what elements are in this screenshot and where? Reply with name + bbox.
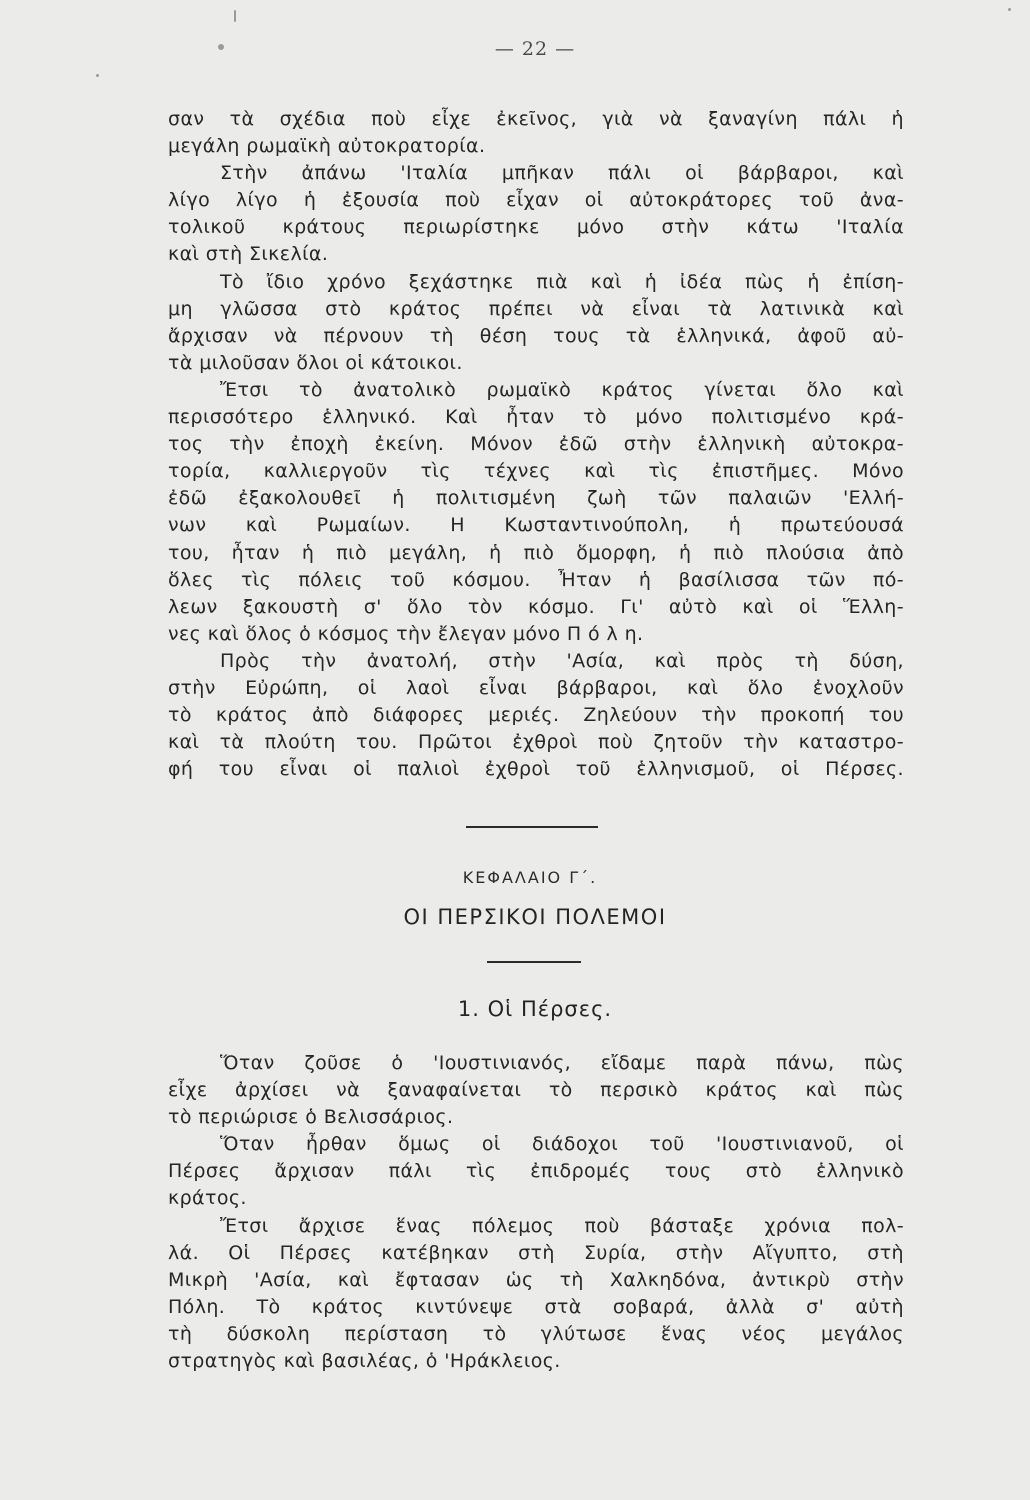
text-line: καὶ τὰ πλούτη του. Πρῶτοι ἐχθροὶ ποὺ ζητοῦν τὴν καταστρο- [168,731,904,754]
text-line: Ὅταν ἦρθαν ὅμως οἱ διάδοχοι τοῦ 'Ιουστινιανοῦ, οἱ [220,1133,904,1156]
text-line: μη γλῶσσα στὸ κράτος πρέπει νὰ εἶναι τὰ λατινικὰ καὶ [168,297,904,320]
text-line: μεγάλη ρωμαϊκὴ αὐτοκρατορία. [168,135,486,158]
ink-speck [96,74,99,77]
text-line: ἐδῶ ἐξακολουθεῖ ἡ πολιτισμένη ζωὴ τῶν παλαιῶν 'Ελλή- [168,487,904,510]
text-line: στὴν Εὐρώπη, οἱ λαοὶ εἶναι βάρβαροι, καὶ ὅλο ἐνοχλοῦν [168,676,904,699]
text-line: φή του εἶναι οἱ παλιοὶ ἐχθροὶ τοῦ ἑλληνισμοῦ, οἱ Πέρσες. [168,758,904,781]
text-line: εἶχε ἀρχίσει νὰ ξαναφαίνεται τὸ περσικὸ κράτος καὶ πὼς [168,1079,904,1102]
text-line: περισσότερο ἑλληνικό. Καὶ ἦταν τὸ μόνο πολιτισμένο κρά- [168,406,904,429]
text-line: Ἔτσι τὸ ἀνατολικὸ ρωμαϊκὸ κράτος γίνεται ὅλο καὶ [220,378,904,401]
text-line: στρατηγὸς καὶ βασιλέας, ὁ 'Ηράκλειος. [168,1350,561,1373]
section-title: 1. Οἱ Πέρσες. [457,997,613,1021]
chapter-label: ΚΕΦΑΛΑΙΟ Γ΄. [462,868,598,887]
chapter-title: ΟΙ ΠΕΡΣΙΚΟΙ ΠΟΛΕΜΟΙ [403,905,667,929]
text-line: Στὴν ἀπάνω 'Ιταλία μπῆκαν πάλι οἱ βάρβαροι, καὶ [220,162,904,185]
text-line: τὸ περιώρισε ὁ Βελισσάριος. [168,1106,454,1129]
text-line: λά. Οἱ Πέρσες κατέβηκαν στὴ Συρία, στὴν Αἴγυπτο, στὴ [168,1241,904,1264]
text-line: νων καὶ Ρωμαίων. Η Κωσταντινούπολη, ἡ πρωτεύουσά [168,514,904,537]
ink-speck [1008,8,1011,11]
text-line: νες καὶ ὅλος ὁ κόσμος τὴν ἔλεγαν μόνο Π ό λ η. [168,622,644,645]
section-divider [466,826,598,828]
text-line: Ὅταν ζοῦσε ὁ 'Ιουστινιανός, εἴδαμε παρὰ πάνω, πὼς [220,1052,904,1074]
text-line: κράτος. [168,1187,247,1210]
page-number: — 22 — [494,38,576,60]
body-text-bottom [168,1050,904,1375]
text-line: τολικοῦ κράτους περιωρίστηκε μόνο στὴν κάτω 'Ιταλία [168,216,904,239]
ink-speck [218,44,224,50]
text-line: τος τὴν ἐποχὴ ἐκείνη. Μόνον ἐδῶ στὴν ἑλληνικὴ αὐτοκρα- [168,433,904,456]
text-line: καὶ στὴ Σικελία. [168,243,329,266]
text-line: Τὸ ἴδιο χρόνο ξεχάστηκε πιὰ καὶ ἡ ἰδέα πὼς ἡ ἐπίση- [220,270,904,293]
text-line: τορία, καλλιεργοῦν τὶς τέχνες καὶ τὶς ἐπιστῆμες. Μόνο [168,460,904,483]
text-line: Μικρὴ 'Ασία, καὶ ἔφτασαν ὡς τὴ Χαλκηδόνα, ἀντικρὺ στὴν [168,1268,904,1291]
text-line: ἄρχισαν νὰ πέρνουν τὴ θέση τους τὰ ἑλληνικά, ἀφοῦ αὐ- [168,324,904,347]
text-line: λεων ξακουστὴ σ' ὅλο τὸν κόσμο. Γι' αὐτὸ καὶ οἱ Ἕλλη- [168,595,904,618]
text-line: Πρὸς τὴν ἀνατολή, στὴν 'Ασία, καὶ πρὸς τὴ δύση, [220,649,904,672]
ink-speck [234,10,236,22]
text-line: του, ἦταν ἡ πιὸ μεγάλη, ἡ πιὸ ὅμορφη, ἡ πιὸ πλούσια ἀπὸ [168,541,904,564]
text-line: τὸ κράτος ἀπὸ διάφορες μεριές. Ζηλεύουν τὴν προκοπή του [168,704,904,727]
text-line: λίγο λίγο ἡ ἐξουσία ποὺ εἶχαν οἱ αὐτοκράτορες τοῦ ἀνα- [168,189,904,212]
text-line: τὰ μιλοῦσαν ὅλοι οἱ κάτοικοι. [168,351,463,374]
text-line: Ἔτσι ἄρχισε ἕνας πόλεμος ποὺ βάσταξε χρόνια πολ- [220,1214,904,1237]
text-line: Πόλη. Τὸ κράτος κιντύνεψε στὰ σοβαρά, ἀλλὰ σ' αὐτὴ [168,1295,904,1318]
text-line: τὴ δύσκολη περίσταση τὸ γλύτωσε ἕνας νέος μεγάλος [168,1322,904,1345]
body-text-top [168,106,904,783]
text-line: Πέρσες ἄρχισαν πάλι τὶς ἐπιδρομές τους στὸ ἑλληνικὸ [168,1160,904,1183]
text-line: σαν τὰ σχέδια ποὺ εἶχε ἐκεῖνος, γιὰ νὰ ξαναγίνη πάλι ἡ [168,108,904,130]
title-divider [487,961,581,963]
text-line: ὅλες τὶς πόλεις τοῦ κόσμου. Ἦταν ἡ βασίλισσα τῶν πό- [168,568,904,591]
